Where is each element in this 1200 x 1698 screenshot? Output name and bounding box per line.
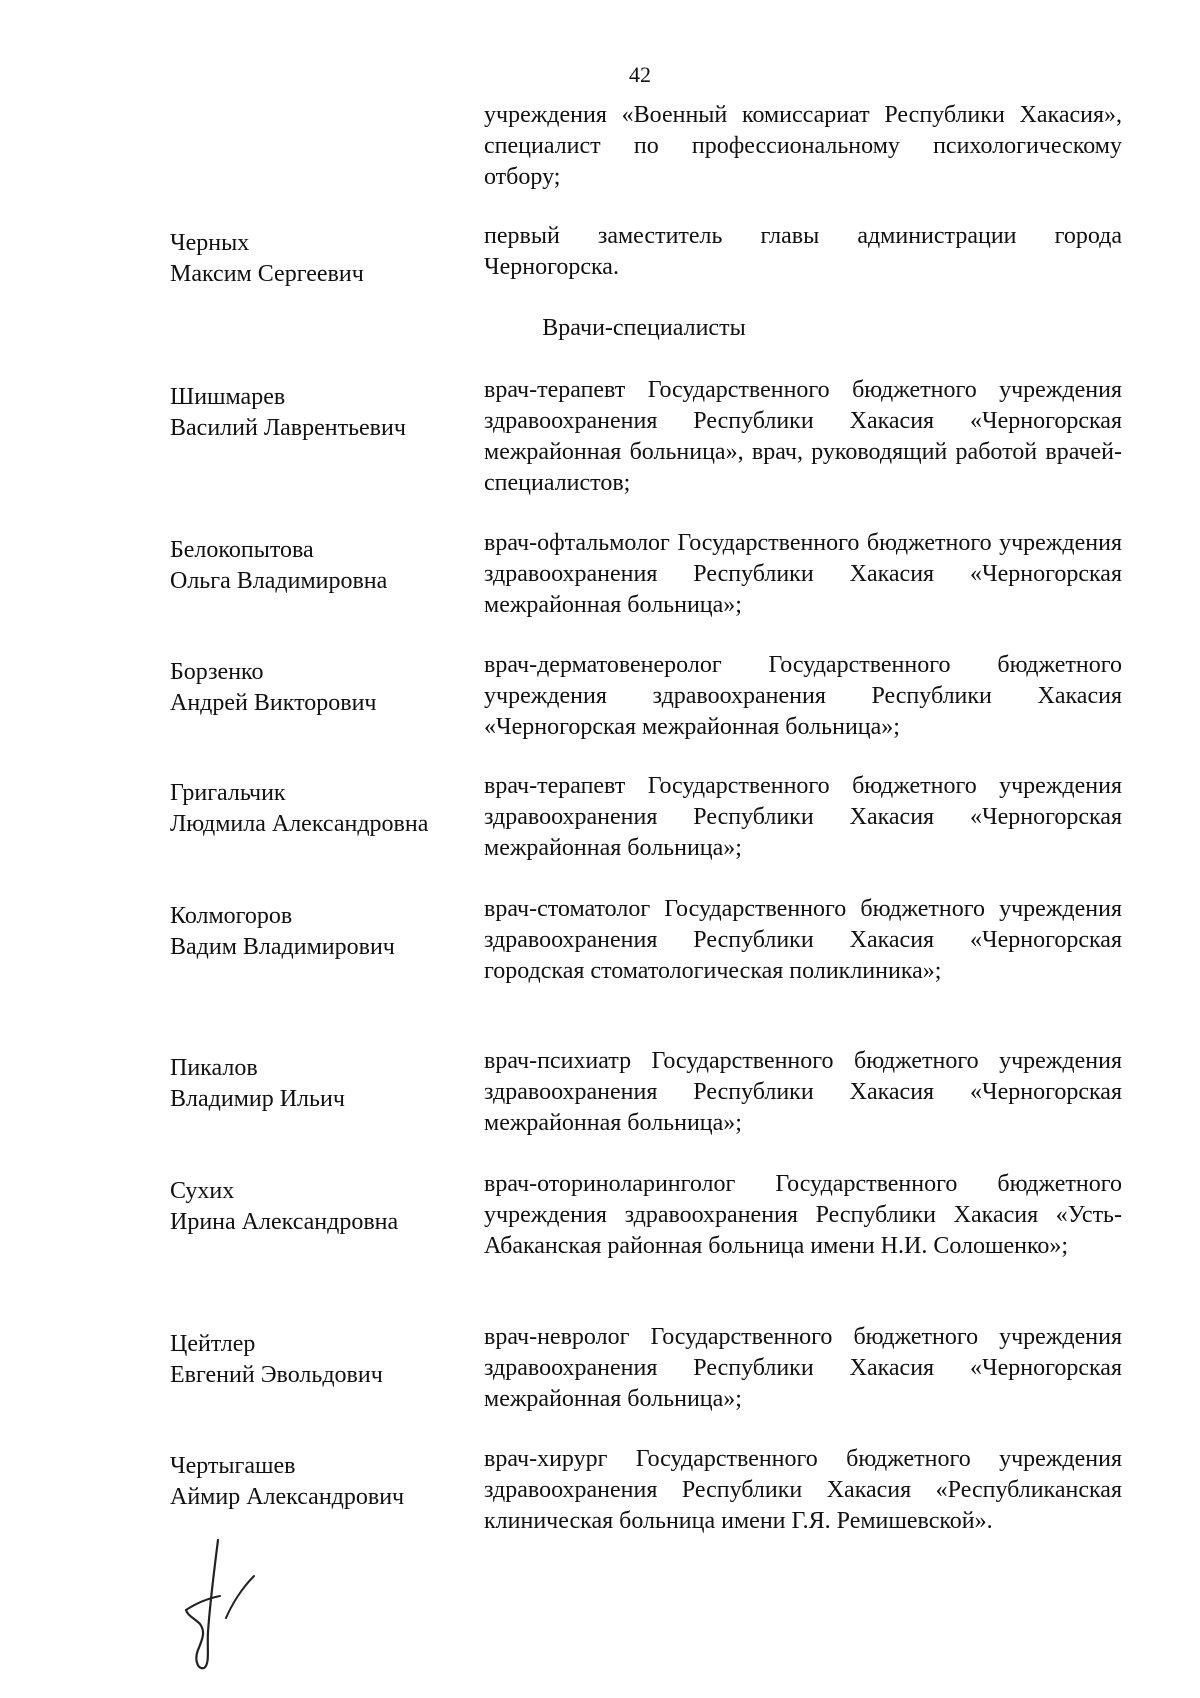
intro-continuation: учреждения «Военный комиссариат Республики Хакасия», специалист по профессиональному психологическому отбору; xyxy=(484,102,1122,190)
doctor-name xyxy=(170,1053,470,1115)
page-number: 42 xyxy=(629,62,651,87)
doctor-role: врач-невролог Государственного бюджетного учреждения здравоохранения Республики Хакасия «Черногорская межрайонная больница»; xyxy=(484,1324,1122,1412)
section-heading: Врачи-специалисты xyxy=(542,315,746,341)
doctor-role: врач-терапевт Государственного бюджетного учреждения здравоохранения Республики Хакасия «Черногорская межрайонная больница»; xyxy=(484,773,1122,861)
doctor-name xyxy=(170,657,470,719)
doctor-surname: Цейтлер xyxy=(170,1331,256,1357)
doctor-name xyxy=(170,382,470,444)
doctor-surname: Григальчик xyxy=(170,780,286,806)
doctor-role: врач-терапевт Государственного бюджетного учреждения здравоохранения Республики Хакасия «Черногорская межрайонная больница», врач, руководящий работой врачей-специалистов; xyxy=(484,377,1122,496)
doctor-given-name: Василий Лаврентьевич xyxy=(170,415,406,441)
doctor-given-name: Вадим Владимирович xyxy=(170,934,395,960)
doctor-surname: Шишмарев xyxy=(170,384,286,410)
doctor-surname: Сухих xyxy=(170,1178,235,1204)
doctor-given-name: Владимир Ильич xyxy=(170,1086,345,1112)
doctor-name xyxy=(170,778,470,840)
member-surname: Черных xyxy=(170,230,250,256)
doctor-name xyxy=(170,901,470,963)
doctor-name xyxy=(170,1176,470,1238)
signature-mark xyxy=(180,1532,270,1672)
doctor-given-name: Евгений Эвольдович xyxy=(170,1362,383,1388)
doctor-name xyxy=(170,535,470,597)
doctor-name xyxy=(170,1451,470,1513)
doctor-role: врач-офтальмолог Государственного бюджетного учреждения здравоохранения Республики Хакасия «Черногорская межрайонная больница»; xyxy=(484,530,1122,618)
doctor-surname: Борзенко xyxy=(170,659,264,685)
doctor-given-name: Андрей Викторович xyxy=(170,690,377,716)
member-given-name: Максим Сергеевич xyxy=(170,261,364,287)
doctor-role: врач-психиатр Государственного бюджетного учреждения здравоохранения Республики Хакасия «Черногорская межрайонная больница»; xyxy=(484,1048,1122,1136)
member-role: первый заместитель главы администрации города Черногорска. xyxy=(484,223,1122,280)
doctor-given-name: Людмила Александровна xyxy=(170,811,429,837)
member-name xyxy=(170,228,470,290)
doctor-name xyxy=(170,1329,470,1391)
doctor-surname: Колмогоров xyxy=(170,903,293,929)
doctor-given-name: Ирина Александровна xyxy=(170,1209,399,1235)
doctor-surname: Чертыгашев xyxy=(170,1453,296,1479)
doctor-role: врач-хирург Государственного бюджетного учреждения здравоохранения Республики Хакасия «Республиканская клиническая больница имени Г.Я. Ремишевской». xyxy=(484,1446,1122,1534)
doctor-surname: Пикалов xyxy=(170,1055,258,1081)
doctor-given-name: Ольга Владимировна xyxy=(170,568,388,594)
doctor-surname: Белокопытова xyxy=(170,537,314,563)
doctor-role: врач-дерматовенеролог Государственного бюджетного учреждения здравоохранения Республики Хакасия «Черногорская межрайонная больница»; xyxy=(484,652,1122,740)
doctor-given-name: Аймир Александрович xyxy=(170,1484,405,1510)
doctor-role: врач-оториноларинголог Государственного бюджетного учреждения здравоохранения Республики Хакасия «Усть-Абаканская районная больница имени Н.И. Солошенко»; xyxy=(484,1171,1122,1259)
doctor-role: врач-стоматолог Государственного бюджетного учреждения здравоохранения Республики Хакасия «Черногорская городская стоматологическая поликлиника»; xyxy=(484,896,1122,984)
